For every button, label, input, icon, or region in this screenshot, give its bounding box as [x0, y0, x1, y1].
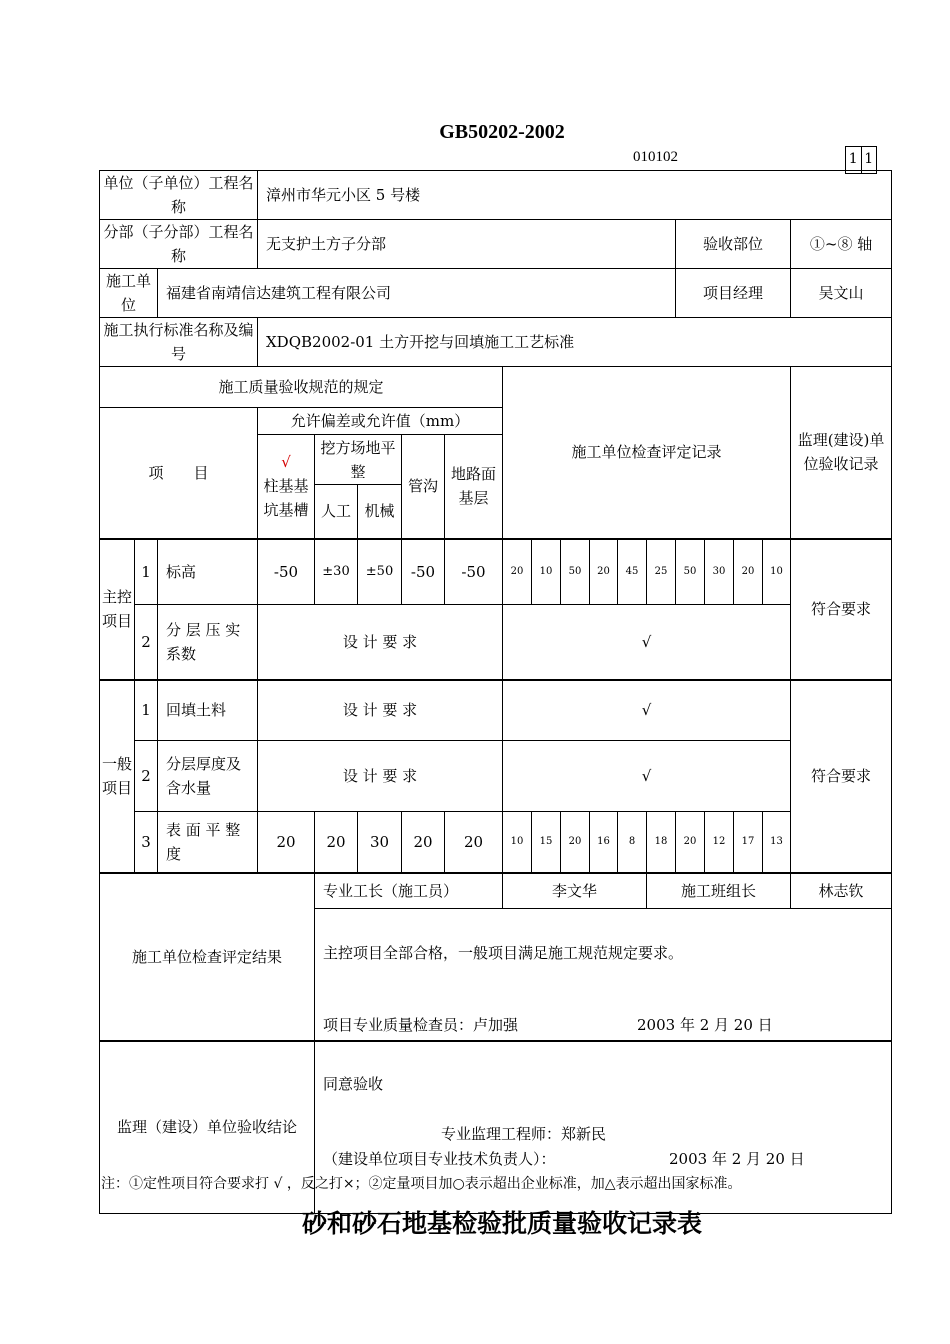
tol-value: 20 [402, 812, 445, 873]
supervision-date: 2003 年 2 月 20 日 [669, 1149, 805, 1168]
foreman-name: 李文华 [503, 873, 647, 909]
supervisor-header: 监理(建设)单位验收记录 [791, 367, 892, 539]
row-no: 2 [135, 605, 158, 680]
measure-value: 10 [763, 539, 791, 605]
row-no: 3 [135, 812, 158, 873]
tol-value: 20 [315, 812, 358, 873]
project-manager-label: 项目经理 [676, 269, 791, 318]
row-name: 标高 [158, 539, 258, 605]
measure-value: 30 [705, 539, 734, 605]
col-leveling-header: 挖方场地平整 [315, 435, 402, 485]
measure-value: 13 [763, 812, 791, 873]
measure-value: 17 [734, 812, 763, 873]
item-header: 项 目 [100, 408, 258, 539]
team-leader-label: 施工班组长 [647, 873, 791, 909]
evaluation-signoff [323, 1013, 889, 1037]
tol-value: 30 [358, 812, 402, 873]
sub-project-value: 无支护土方子分部 [258, 220, 676, 269]
supervision-signoff [323, 1147, 889, 1171]
requirement: 设 计 要 求 [258, 605, 503, 680]
row-no: 1 [135, 680, 158, 741]
general-row-3 [100, 812, 892, 873]
measure-value: 50 [676, 539, 705, 605]
col-machine-header: 机械 [358, 485, 402, 539]
project-manager-value: 吴文山 [791, 269, 892, 318]
general-group: 一般项目 [100, 680, 135, 873]
tol-value: -50 [445, 539, 503, 605]
foreman-label: 专业工长（施工员） [315, 873, 503, 909]
measure-value: 8 [618, 812, 647, 873]
constructor-label: 施工单位 [100, 269, 158, 318]
evaluation-content [315, 909, 892, 1041]
col-pit-check: √ [281, 453, 291, 472]
row-no: 2 [135, 741, 158, 812]
record-header: 施工单位检查评定记录 [503, 367, 791, 539]
col-pit-header [258, 435, 315, 539]
row-name: 分层厚度及含水量 [158, 741, 258, 812]
tol-value: ±50 [358, 539, 402, 605]
check-mark: √ [503, 605, 791, 680]
unit-project-value: 漳州市华元小区 5 号楼 [258, 171, 892, 220]
tolerance-title: 允许偏差或允许值（mm） [258, 408, 503, 435]
spec-title: 施工质量验收规范的规定 [100, 367, 503, 408]
measure-value: 20 [734, 539, 763, 605]
col-manual-header: 人工 [315, 485, 358, 539]
measure-value: 16 [590, 812, 618, 873]
document-title: 砂和砂石地基检验批质量验收记录表 [301, 1209, 702, 1238]
measure-value: 15 [532, 812, 561, 873]
sub-project-label: 分部（子分部）工程名称 [100, 220, 258, 269]
inspector-line: 项目专业质量检查员：卢加强 [323, 1016, 519, 1034]
main-control-row-2 [100, 605, 892, 680]
footnote: 注：①定性项目符合要求打 √ ，反之打×；②定量项目加○表示超出企业标准，加△表示超出国家标准。 [101, 1176, 742, 1192]
standard-label: 施工执行标准名称及编号 [100, 318, 258, 367]
form-number: 010102 [633, 149, 678, 165]
measure-value: 20 [503, 539, 532, 605]
col-road-base-header: 地路面基层 [445, 435, 503, 539]
constructor-value: 福建省南靖信达建筑工程有限公司 [158, 269, 676, 318]
measure-value: 50 [561, 539, 590, 605]
standard-code: GB50202-2002 [439, 121, 565, 143]
general-result: 符合要求 [791, 680, 892, 873]
tol-value: ±30 [315, 539, 358, 605]
measure-value: 18 [647, 812, 676, 873]
row-no: 1 [135, 539, 158, 605]
evaluation-conclusion: 主控项目全部合格，一般项目满足施工规范规定要求。 [323, 944, 684, 962]
row-name: 回填土料 [158, 680, 258, 741]
supervision-label: 监理（建设）单位验收结论 [100, 1041, 315, 1214]
check-mark: √ [503, 680, 791, 741]
owner-line: （建设单位项目专业技术负责人）： [323, 1149, 556, 1168]
measure-value: 25 [647, 539, 676, 605]
general-row-2 [100, 741, 892, 812]
main-control-row-1 [100, 539, 892, 605]
measure-value: 10 [503, 812, 532, 873]
evaluation-label: 施工单位检查评定结果 [100, 873, 315, 1041]
standard-value: XDQB2002-01 土方开挖与回填施工工艺标准 [258, 318, 892, 367]
measure-value: 45 [618, 539, 647, 605]
supervision-conclusion: 同意验收 [323, 1074, 384, 1093]
row-name: 分 层 压 实 系数 [158, 605, 258, 680]
check-mark: √ [503, 741, 791, 812]
measure-value: 20 [676, 812, 705, 873]
team-leader-name: 林志钦 [791, 873, 892, 909]
unit-project-label: 单位（子单位）工程名称 [100, 171, 258, 220]
row-name: 表 面 平 整 度 [158, 812, 258, 873]
evaluation-date: 2003 年 2 月 20 日 [637, 1016, 773, 1034]
inspection-record-table [99, 170, 892, 1214]
page-total: 1 [864, 151, 874, 167]
main-control-result: 符合要求 [791, 539, 892, 680]
requirement: 设 计 要 求 [258, 680, 503, 741]
accept-part-value: ①~⑧ 轴 [791, 220, 892, 269]
measure-value: 12 [705, 812, 734, 873]
page-current: 1 [846, 147, 862, 173]
requirement: 设 计 要 求 [258, 741, 503, 812]
tol-value: -50 [258, 539, 315, 605]
tol-value: -50 [402, 539, 445, 605]
tol-value: 20 [258, 812, 315, 873]
measure-value: 10 [532, 539, 561, 605]
measure-value: 20 [590, 539, 618, 605]
col-pit-label: 柱基基坑基槽 [263, 477, 309, 520]
measure-value: 20 [561, 812, 590, 873]
tol-value: 20 [445, 812, 503, 873]
main-control-group: 主控项目 [100, 539, 135, 680]
col-trench-header: 管沟 [402, 435, 445, 539]
general-row-1 [100, 680, 892, 741]
engineer-line: 专业监理工程师：郑新民 [441, 1124, 607, 1143]
accept-part-label: 验收部位 [676, 220, 791, 269]
